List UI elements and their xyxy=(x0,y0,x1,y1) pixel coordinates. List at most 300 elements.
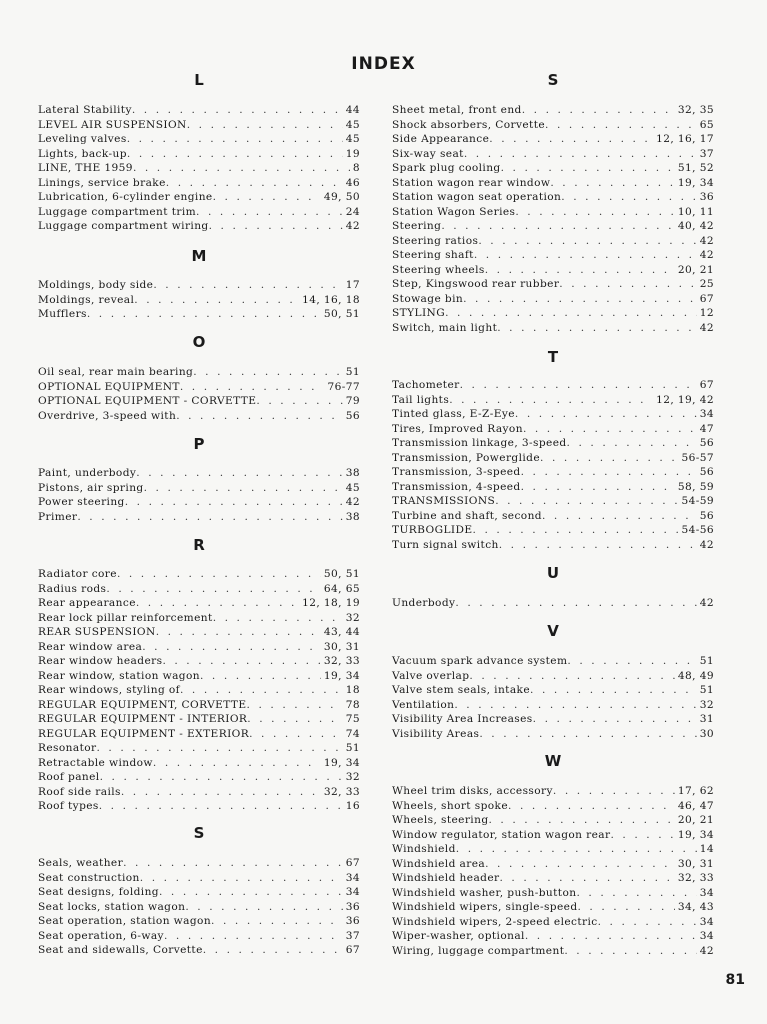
index-entry-name: Seals, weather xyxy=(38,857,124,869)
index-entry xyxy=(38,205,360,220)
leader-dots xyxy=(203,943,343,958)
index-entry-pages: 65 xyxy=(699,118,714,131)
index-entry-name: Rear lock pillar reinforcement xyxy=(38,611,213,624)
index-entry xyxy=(392,784,714,799)
index-entry xyxy=(38,625,360,640)
index-entry-pages: 19, 34 xyxy=(677,828,714,841)
leader-dots xyxy=(156,625,321,640)
index-entry-name: Turbine and shaft, second xyxy=(392,509,542,522)
index-entry-pages: 36 xyxy=(345,900,360,913)
index-entry xyxy=(38,611,360,626)
leader-dots xyxy=(209,219,343,234)
page-number: 81 xyxy=(725,972,745,988)
index-entry-name: Spark plug cooling xyxy=(392,162,501,174)
index-entry-pages: 74 xyxy=(345,727,360,740)
index-entry-name: Moldings, body side xyxy=(38,279,154,291)
index-entry-name: Steering wheels xyxy=(392,263,485,276)
index-entry xyxy=(392,393,714,408)
section-letter-v: V xyxy=(547,622,559,640)
index-entry-pages: 42 xyxy=(345,220,360,232)
index-entry-name: LINE, THE 1959 xyxy=(38,162,133,174)
index-entry xyxy=(392,712,714,727)
leader-dots xyxy=(162,654,320,669)
index-entry-name: Shock absorbers, Corvette xyxy=(392,118,546,131)
leader-dots xyxy=(464,147,697,162)
index-entry-pages: 40, 42 xyxy=(677,220,714,232)
index-entry-name: OPTIONAL EQUIPMENT xyxy=(38,380,180,393)
leader-dots xyxy=(127,132,343,147)
leader-dots xyxy=(159,885,343,900)
leader-dots xyxy=(523,422,697,437)
index-entry xyxy=(392,915,714,930)
leader-dots xyxy=(134,293,299,308)
leader-dots xyxy=(97,741,343,756)
index-entry-name: Paint, underbody xyxy=(38,467,137,479)
leader-dots xyxy=(561,190,696,205)
index-entry-pages: 42 xyxy=(699,538,714,551)
leader-dots xyxy=(553,784,675,799)
section-entries-r xyxy=(38,567,360,814)
leader-dots xyxy=(99,799,343,814)
index-entry-pages: 36 xyxy=(699,191,714,203)
index-entry-pages: 43, 44 xyxy=(323,626,360,638)
index-entry-pages: 67 xyxy=(345,944,360,956)
index-entry-name: Luggage compartment trim xyxy=(38,205,197,218)
leader-dots xyxy=(193,365,343,380)
index-entry xyxy=(38,871,360,886)
index-entry-name: Wiper-washer, optional xyxy=(392,930,525,942)
section-letter-r: R xyxy=(193,536,205,554)
index-entry-name: Linings, service brake xyxy=(38,176,166,189)
index-entry-name: Tires, Improved Rayon xyxy=(392,422,523,435)
leader-dots xyxy=(540,451,678,466)
index-entry-name: Roof types xyxy=(38,800,99,812)
index-entry xyxy=(38,161,360,176)
leader-dots xyxy=(550,176,675,191)
index-entry-name: Ventilation xyxy=(392,698,455,711)
index-entry-pages: 42 xyxy=(699,597,714,609)
leader-dots xyxy=(140,871,343,886)
index-entry xyxy=(392,886,714,901)
index-entry xyxy=(38,481,360,496)
index-entry-pages: 18 xyxy=(345,684,360,696)
index-entry-name: Windshield area xyxy=(392,857,486,870)
index-entry-name: REGULAR EQUIPMENT - INTERIOR xyxy=(38,713,248,725)
index-entry xyxy=(38,118,360,133)
index-entry xyxy=(38,914,360,929)
index-entry xyxy=(392,944,714,959)
index-entry-pages: 51 xyxy=(345,366,360,378)
index-entry-name: Seat construction xyxy=(38,871,140,884)
index-entry-name: Oil seal, rear main bearing xyxy=(38,366,194,378)
leader-dots xyxy=(495,494,678,509)
index-entry-pages: 54-56 xyxy=(681,524,714,536)
section-entries-l xyxy=(38,103,360,234)
leader-dots xyxy=(567,436,697,451)
index-entry-pages: 37 xyxy=(345,929,360,942)
leader-dots xyxy=(508,799,675,814)
index-entry-pages: 19, 34 xyxy=(677,176,714,189)
index-entry-pages: 24 xyxy=(345,205,360,218)
index-entry-name: Valve overlap xyxy=(392,669,470,682)
index-entry-name: Power steering xyxy=(38,496,125,508)
index-entry-name: Wheels, short spoke xyxy=(392,799,509,812)
leader-dots xyxy=(469,669,675,684)
index-entry-pages: 42 xyxy=(699,249,714,261)
index-entry-name: Vacuum spark advance system xyxy=(392,655,568,667)
index-entry-name: Pistons, air spring xyxy=(38,481,144,494)
leader-dots xyxy=(479,727,696,742)
index-entry-name: Windshield header xyxy=(392,872,500,884)
index-entry xyxy=(392,248,714,263)
index-entry-pages: 30 xyxy=(699,727,714,740)
index-entry-name: Six-way seat xyxy=(392,147,464,160)
index-entry xyxy=(392,857,714,872)
index-entry xyxy=(392,219,714,234)
index-entry xyxy=(38,365,360,380)
index-entry-pages: 42 xyxy=(345,496,360,508)
index-entry-name: Roof panel xyxy=(38,771,100,783)
index-entry-pages: 44 xyxy=(345,104,360,116)
index-entry-name: Leveling valves xyxy=(38,133,127,145)
index-entry xyxy=(38,190,360,205)
index-entry-pages: 45 xyxy=(345,133,360,145)
index-entry-pages: 51 xyxy=(699,655,714,667)
index-entry xyxy=(38,770,360,785)
leader-dots xyxy=(489,813,675,828)
index-entry xyxy=(392,669,714,684)
leader-dots xyxy=(567,654,696,669)
index-entry xyxy=(38,307,360,322)
index-entry xyxy=(392,132,714,147)
leader-dots xyxy=(501,161,675,176)
leader-dots xyxy=(247,698,343,713)
index-entry-pages: 46 xyxy=(345,176,360,189)
index-entry xyxy=(38,727,360,742)
section-letter-o: O xyxy=(192,333,206,351)
index-entry-name: Visibility Area Increases xyxy=(392,713,533,725)
leader-dots xyxy=(497,321,696,336)
leader-dots xyxy=(533,712,697,727)
leader-dots xyxy=(127,147,343,162)
index-entry xyxy=(38,885,360,900)
index-entry-pages: 12 xyxy=(699,307,714,319)
index-entry xyxy=(392,480,714,495)
index-entry xyxy=(38,409,360,424)
index-entry xyxy=(38,219,360,234)
index-entry-name: Steering shaft xyxy=(392,249,474,261)
index-entry-pages: 47 xyxy=(699,422,714,435)
index-entry xyxy=(392,596,714,611)
index-entry-name: Valve stem seals, intake xyxy=(392,684,531,696)
index-entry-pages: 76-77 xyxy=(327,380,360,393)
index-entry-pages: 17, 62 xyxy=(677,785,714,797)
index-entry-pages: 42 xyxy=(699,234,714,247)
leader-dots xyxy=(164,929,343,944)
index-entry-name: Radiator core xyxy=(38,568,117,580)
index-entry-name: Wheels, steering xyxy=(392,814,489,826)
index-entry-name: Roof side rails xyxy=(38,785,121,798)
index-entry-pages: 56 xyxy=(699,466,714,478)
section-entries-s-left xyxy=(38,856,360,958)
index-entry xyxy=(38,683,360,698)
index-entry-pages: 19, 34 xyxy=(323,669,360,682)
leader-dots xyxy=(213,190,321,205)
leader-dots xyxy=(153,278,342,293)
index-entry-name: Transmission, 3-speed xyxy=(392,466,521,478)
index-entry-pages: 67 xyxy=(345,857,360,869)
index-entry-pages: 51 xyxy=(345,742,360,754)
index-entry-name: Rear windows, styling of xyxy=(38,684,180,696)
index-entry-pages: 32, 35 xyxy=(677,104,714,116)
leader-dots xyxy=(454,698,696,713)
index-entry-name: Primer xyxy=(38,510,78,523)
index-entry-pages: 12, 16, 17 xyxy=(656,133,714,145)
index-entry-pages: 34 xyxy=(345,871,360,884)
leader-dots xyxy=(211,914,343,929)
index-entry xyxy=(392,407,714,422)
index-entry-name: Mufflers xyxy=(38,308,87,320)
index-entry-name: Sheet metal, front end xyxy=(392,104,522,116)
index-entry xyxy=(392,494,714,509)
index-entry-pages: 51, 52 xyxy=(677,162,714,174)
index-entry xyxy=(38,929,360,944)
index-entry-pages: 51 xyxy=(699,684,714,696)
index-entry-name: Retractable window xyxy=(38,756,153,769)
index-entry xyxy=(392,871,714,886)
index-entry xyxy=(392,422,714,437)
index-entry xyxy=(38,712,360,727)
leader-dots xyxy=(176,409,343,424)
index-entry xyxy=(38,900,360,915)
index-entry xyxy=(38,466,360,481)
index-entry-name: Station wagon seat operation xyxy=(392,191,562,203)
section-entries-o xyxy=(38,365,360,423)
index-entry xyxy=(38,147,360,162)
index-entry xyxy=(38,596,360,611)
section-entries-m xyxy=(38,278,360,322)
index-entry-pages: 25 xyxy=(699,278,714,290)
leader-dots xyxy=(463,292,697,307)
leader-dots xyxy=(499,538,697,553)
index-entry-name: Seat and sidewalls, Corvette xyxy=(38,944,203,956)
index-entry-pages: 32 xyxy=(345,611,360,624)
index-entry xyxy=(38,380,360,395)
index-entry-name: Transmission, 4-speed xyxy=(392,480,521,493)
leader-dots xyxy=(121,785,321,800)
leader-dots xyxy=(136,466,342,481)
index-entry xyxy=(392,509,714,524)
leader-dots xyxy=(478,234,696,249)
index-entry-pages: 37 xyxy=(699,147,714,160)
index-entry xyxy=(392,161,714,176)
leader-dots xyxy=(515,205,675,220)
index-entry xyxy=(392,118,714,133)
index-entry xyxy=(38,654,360,669)
leader-dots xyxy=(123,856,343,871)
index-entry xyxy=(392,538,714,553)
index-entry-name: Rear window headers xyxy=(38,655,163,667)
section-letter-m: M xyxy=(191,247,207,265)
index-entry xyxy=(38,741,360,756)
index-entry xyxy=(392,654,714,669)
index-entry-pages: 46, 47 xyxy=(677,799,714,812)
index-entry-name: TRANSMISSIONS xyxy=(392,495,496,507)
leader-dots xyxy=(136,596,299,611)
index-entry-pages: 67 xyxy=(699,292,714,305)
index-entry-name: Seat operation, station wagon xyxy=(38,915,212,927)
index-entry-pages: 64, 65 xyxy=(323,582,360,595)
index-entry-name: Turn signal switch xyxy=(392,538,499,551)
index-entry xyxy=(38,943,360,958)
index-entry-name: Overdrive, 3-speed with xyxy=(38,409,177,422)
index-entry-pages: 30, 31 xyxy=(323,640,360,653)
index-entry-pages: 50, 51 xyxy=(323,568,360,580)
index-entry-name: Rear appearance xyxy=(38,597,136,609)
index-entry-pages: 32 xyxy=(699,698,714,711)
index-entry-name: Station Wagon Series xyxy=(392,205,516,218)
leader-dots xyxy=(499,871,674,886)
leader-dots xyxy=(196,205,343,220)
index-entry-name: Station wagon rear window xyxy=(392,176,551,189)
index-entry-name: Window regulator, station wagon rear xyxy=(392,828,611,841)
leader-dots xyxy=(247,712,342,727)
index-entry-pages: 38 xyxy=(345,510,360,523)
leader-dots xyxy=(445,306,697,321)
index-entry xyxy=(38,582,360,597)
index-entry-name: Wheel trim disks, accessory xyxy=(392,785,553,797)
leader-dots xyxy=(576,886,696,901)
index-entry-name: Step, Kingswood rear rubber xyxy=(392,278,560,290)
index-entry-pages: 12, 19, 42 xyxy=(656,393,714,406)
leader-dots xyxy=(142,640,321,655)
section-entries-t xyxy=(392,378,714,552)
index-entry-name: Transmission linkage, 3-speed xyxy=(392,437,567,449)
leader-dots xyxy=(545,118,697,133)
leader-dots xyxy=(578,900,675,915)
leader-dots xyxy=(133,161,350,176)
leader-dots xyxy=(460,378,697,393)
index-entry-pages: 19, 34 xyxy=(323,756,360,769)
leader-dots xyxy=(249,727,343,742)
index-entry xyxy=(392,176,714,191)
leader-dots xyxy=(441,219,675,234)
section-letter-t: T xyxy=(547,348,559,366)
index-entry xyxy=(392,698,714,713)
index-entry xyxy=(38,698,360,713)
index-entry-name: Steering ratios xyxy=(392,234,479,247)
index-entry-pages: 34 xyxy=(699,915,714,928)
index-entry-pages: 10, 11 xyxy=(677,205,714,218)
index-entry-name: Moldings, reveal xyxy=(38,293,135,306)
index-entry-name: STYLING xyxy=(392,307,446,319)
index-entry-pages: 16 xyxy=(345,800,360,812)
leader-dots xyxy=(521,465,697,480)
index-entry xyxy=(38,785,360,800)
index-entry xyxy=(392,103,714,118)
index-entry-pages: 56 xyxy=(345,409,360,422)
leader-dots xyxy=(100,770,343,785)
index-entry-pages: 34, 43 xyxy=(677,901,714,913)
leader-dots xyxy=(455,596,696,611)
index-entry-name: Rear window area xyxy=(38,640,143,653)
index-entry-pages: 32 xyxy=(345,771,360,783)
index-entry-name: TURBOGLIDE xyxy=(392,524,473,536)
leader-dots xyxy=(180,380,325,395)
index-entry-name: REGULAR EQUIPMENT - EXTERIOR xyxy=(38,727,250,740)
index-entry-name: Windshield wipers, single-speed xyxy=(392,901,578,913)
index-entry-name: Windshield wipers, 2-speed electric xyxy=(392,915,598,928)
leader-dots xyxy=(611,828,675,843)
index-entry xyxy=(392,378,714,393)
index-entry-pages: 34 xyxy=(699,930,714,942)
index-entry-pages: 8 xyxy=(352,162,360,174)
index-entry xyxy=(392,842,714,857)
index-entry-name: Side Appearance xyxy=(392,133,490,145)
index-entry-pages: 45 xyxy=(345,481,360,494)
index-entry-pages: 45 xyxy=(345,118,360,131)
index-entry-pages: 32, 33 xyxy=(323,655,360,667)
index-entry-pages: 30, 31 xyxy=(677,857,714,870)
section-letter-p: P xyxy=(193,435,205,453)
section-entries-u xyxy=(392,596,714,611)
index-entry xyxy=(392,813,714,828)
index-entry-name: Switch, main light xyxy=(392,321,498,334)
index-entry-name: Windshield washer, push-button xyxy=(392,886,577,899)
leader-dots xyxy=(542,509,697,524)
index-entry xyxy=(392,292,714,307)
leader-dots xyxy=(213,611,343,626)
index-entry xyxy=(392,234,714,249)
index-entry xyxy=(392,465,714,480)
leader-dots xyxy=(185,900,342,915)
section-entries-w xyxy=(392,784,714,958)
index-entry-pages: 56 xyxy=(699,509,714,522)
index-entry-pages: 50, 51 xyxy=(323,308,360,320)
index-entry xyxy=(392,436,714,451)
index-entry xyxy=(392,321,714,336)
index-entry-name: Stowage bin xyxy=(392,292,464,305)
index-entry-name: Luggage compartment wiring xyxy=(38,220,209,232)
section-entries-s-right xyxy=(392,103,714,335)
index-entry-name: Resonator xyxy=(38,742,97,754)
index-entry-pages: 38 xyxy=(345,467,360,479)
index-entry-name: REAR SUSPENSION xyxy=(38,626,156,638)
leader-dots xyxy=(521,480,675,495)
page-title: INDEX xyxy=(351,54,416,74)
leader-dots xyxy=(144,481,343,496)
index-entry xyxy=(392,828,714,843)
index-entry xyxy=(392,306,714,321)
leader-dots xyxy=(166,176,343,191)
index-entry-pages: 34 xyxy=(699,408,714,420)
index-entry-pages: 58, 59 xyxy=(677,480,714,493)
index-entry-name: Seat locks, station wagon xyxy=(38,900,186,913)
index-entry-name: Transmission, Powerglide xyxy=(392,451,541,464)
index-entry-pages: 20, 21 xyxy=(677,263,714,276)
index-entry-pages: 17 xyxy=(345,279,360,291)
index-entry xyxy=(38,856,360,871)
section-letter-s-left: S xyxy=(193,824,205,842)
index-entry xyxy=(38,669,360,684)
leader-dots xyxy=(200,669,321,684)
index-entry xyxy=(392,727,714,742)
leader-dots xyxy=(449,393,653,408)
index-entry-name: Lubrication, 6-cylinder engine xyxy=(38,191,213,203)
section-entries-v xyxy=(392,654,714,741)
index-entry-pages: 32, 33 xyxy=(677,872,714,884)
leader-dots xyxy=(87,307,321,322)
